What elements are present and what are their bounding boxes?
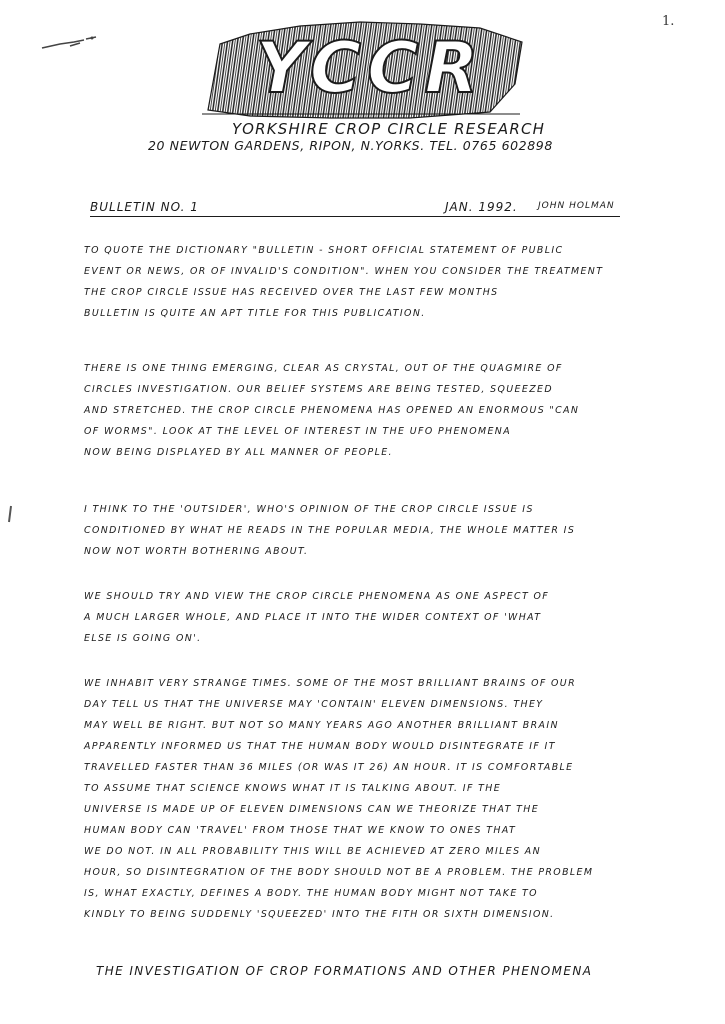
- paragraph: [84, 240, 644, 324]
- org-name: YORKSHIRE CROP CIRCLE RESEARCH: [232, 120, 546, 138]
- text-line: HOUR, SO DISINTEGRATION OF THE BODY SHOULD NOT BE A PROBLEM. THE PROBLEM: [84, 867, 594, 878]
- page-number: 1.: [662, 14, 675, 29]
- text-line: UNIVERSE IS MADE UP OF ELEVEN DIMENSIONS CAN WE THEORIZE THAT THE: [84, 804, 540, 815]
- bulletin-author: JOHN HOLMAN: [538, 201, 615, 211]
- text-line: WE INHABIT VERY STRANGE TIMES. SOME OF THE MOST BRILLIANT BRAINS OF OUR: [84, 678, 576, 689]
- pen-smudge-icon: [40, 34, 100, 54]
- text-line: WE DO NOT. IN ALL PROBABILITY THIS WILL BE ACHIEVED AT ZERO MILES AN: [84, 846, 542, 857]
- text-line: BULLETIN IS QUITE AN APT TITLE FOR THIS PUBLICATION.: [84, 308, 426, 319]
- bulletin-date: JAN. 1992.: [445, 200, 518, 214]
- text-line: HUMAN BODY CAN 'TRAVEL' FROM THOSE THAT WE KNOW TO ONES THAT: [84, 825, 517, 836]
- text-line: AND STRETCHED. THE CROP CIRCLE PHENOMENA HAS OPENED AN ENORMOUS "CAN: [84, 405, 580, 416]
- paragraph: [84, 673, 644, 925]
- text-line: WE SHOULD TRY AND VIEW THE CROP CIRCLE PHENOMENA AS ONE ASPECT OF: [84, 591, 550, 602]
- bulletin-number: BULLETIN NO. 1: [90, 200, 199, 214]
- text-line: CONDITIONED BY WHAT HE READS IN THE POPULAR MEDIA, THE WHOLE MATTER IS: [84, 525, 576, 536]
- text-line: APPARENTLY INFORMED US THAT THE HUMAN BODY WOULD DISINTEGRATE IF IT: [84, 741, 556, 752]
- margin-mark-icon: [6, 504, 14, 524]
- text-line: KINDLY TO BEING SUDDENLY 'SQUEEZED' INTO THE FITH OR SIXTH DIMENSION.: [84, 909, 555, 920]
- text-line: I THINK TO THE 'OUTSIDER', WHO'S OPINION OF THE CROP CIRCLE ISSUE IS: [84, 504, 534, 515]
- text-line: NOW BEING DISPLAYED BY ALL MANNER OF PEOPLE.: [84, 447, 393, 458]
- text-line: NOW NOT WORTH BOTHERING ABOUT.: [84, 546, 309, 557]
- text-line: TRAVELLED FASTER THAN 36 MILES (OR WAS IT 26) AN HOUR. IT IS COMFORTABLE: [84, 762, 574, 773]
- text-line: THE CROP CIRCLE ISSUE HAS RECEIVED OVER THE LAST FEW MONTHS: [84, 287, 499, 298]
- logo-letters: YCCR: [255, 27, 485, 109]
- text-line: TO ASSUME THAT SCIENCE KNOWS WHAT IT IS TALKING ABOUT. IF THE: [84, 783, 502, 794]
- org-address: 20 NEWTON GARDENS, RIPON, N.YORKS. TEL. 0765 602898: [148, 138, 553, 153]
- text-line: IS, WHAT EXACTLY, DEFINES A BODY. THE HUMAN BODY MIGHT NOT TAKE TO: [84, 888, 538, 899]
- text-line: CIRCLES INVESTIGATION. OUR BELIEF SYSTEMS ARE BEING TESTED, SQUEEZED: [84, 384, 553, 395]
- text-line: A MUCH LARGER WHOLE, AND PLACE IT INTO THE WIDER CONTEXT OF 'WHAT: [84, 612, 542, 623]
- footer-tagline: THE INVESTIGATION OF CROP FORMATIONS AND OTHER PHENOMENA: [96, 964, 593, 978]
- paragraph: [84, 499, 644, 562]
- text-line: MAY WELL BE RIGHT. BUT NOT SO MANY YEARS AGO ANOTHER BRILLIANT BRAIN: [84, 720, 559, 731]
- text-line: OF WORMS". LOOK AT THE LEVEL OF INTEREST IN THE UFO PHENOMENA: [84, 426, 512, 437]
- paragraph: [84, 358, 644, 463]
- text-line: DAY TELL US THAT THE UNIVERSE MAY 'CONTAIN' ELEVEN DIMENSIONS. THEY: [84, 699, 544, 710]
- bulletin-header: [90, 198, 620, 217]
- text-line: ELSE IS GOING ON'.: [84, 633, 202, 644]
- text-line: EVENT OR NEWS, OR OF INVALID'S CONDITION". WHEN YOU CONSIDER THE TREATMENT: [84, 266, 604, 277]
- paragraph: [84, 586, 644, 649]
- bulletin-body: [84, 240, 644, 925]
- text-line: TO QUOTE THE DICTIONARY "BULLETIN - SHORT OFFICIAL STATEMENT OF PUBLIC: [84, 245, 564, 256]
- text-line: THERE IS ONE THING EMERGING, CLEAR AS CRYSTAL, OUT OF THE QUAGMIRE OF: [84, 363, 563, 374]
